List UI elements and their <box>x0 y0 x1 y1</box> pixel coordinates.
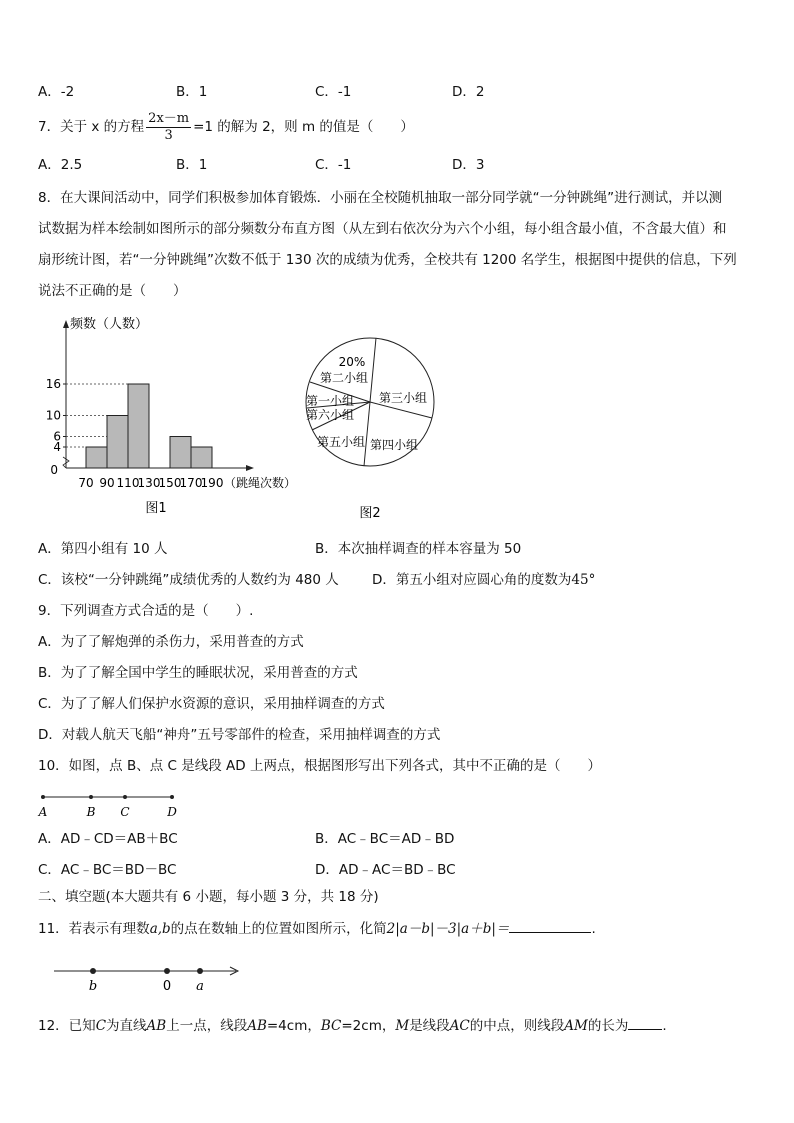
histogram-y-tick-label-16: 16 <box>45 377 61 391</box>
q9-option-a: A．为了了解炮弹的杀伤力，采用普查的方式 <box>38 634 304 650</box>
q12-point-m: M <box>395 1018 410 1034</box>
point-a <box>41 795 45 799</box>
pie-label-group6: 第六小组 <box>305 408 355 422</box>
q12-part-6: 是线段 <box>409 1018 450 1034</box>
histogram-y-tick-label-10: 10 <box>45 408 61 423</box>
histogram-y-tick-label-4: 4 <box>53 440 61 454</box>
histogram-x-tick-label-130: 130 <box>137 476 161 490</box>
q11-mid: 的点在数轴上的位置如图所示，化简 <box>170 921 387 937</box>
point-a-dot <box>197 968 203 974</box>
q7-fraction <box>146 111 191 144</box>
q9-option-b: B．为了了解全国中学生的睡眠状况，采用普查的方式 <box>38 665 358 681</box>
q8-line-2: 试数据为样本绘制如图所示的部分频数分布直方图（从左到右依次分为六个小组，每小组含最小值，不含最大值）和 <box>38 221 727 237</box>
q11-stem <box>38 920 596 938</box>
q10-option-a: A．AD﹣CD＝AB＋BC <box>38 831 178 847</box>
q7-fraction-numerator: 2x－m <box>148 110 190 126</box>
q11-prefix: 11．若表示有理数 <box>38 921 150 937</box>
q12-segment-ab: AB <box>247 1018 267 1034</box>
q12-point-c: C <box>95 1018 107 1034</box>
q12-end: . <box>662 1018 667 1034</box>
q7-prefix: 7．关于 x 的方程 <box>38 119 145 135</box>
histogram-x-tick-label-70: 70 <box>78 476 94 490</box>
histogram-bar-150-170 <box>170 437 191 469</box>
histogram-x-arrow-icon <box>246 465 254 471</box>
q7-option-d: D．3 <box>452 157 485 173</box>
q12-part-7: 的中点，则线段 <box>469 1018 565 1034</box>
point-a-label: A <box>38 805 48 819</box>
q12-segment-bc: BC <box>320 1018 342 1034</box>
point-zero-dot-label: 0 <box>162 979 172 994</box>
q8-option-b: B．本次抽样调查的样本容量为 50 <box>315 541 522 557</box>
q12-part-8: 的长为 <box>587 1018 629 1034</box>
pie-label-group4: 第四小组 <box>369 438 419 452</box>
q8-option-c: C．该校“一分钟跳绳”成绩优秀的人数约为 480 人 <box>38 572 339 588</box>
q7-stem <box>38 110 414 144</box>
histogram-x-tick-label-90: 90 <box>99 476 115 490</box>
histogram-x-tick-label-170: 170 <box>179 476 203 490</box>
q12-stem <box>38 1017 667 1035</box>
q11-number-line <box>50 960 250 996</box>
q8-line-1: 8．在大课间活动中，同学们积极参加体育锻炼．小丽在全校随机抽取一部分同学就“一分钟跳绳”进行测试，并以测 <box>38 190 723 206</box>
histogram-y-tick-label-6: 6 <box>53 429 61 444</box>
point-c <box>123 795 127 799</box>
histogram-x-tick-label-110: 110 <box>116 476 140 490</box>
q8-option-a: A．第四小组有 10 人 <box>38 541 168 557</box>
q6-option-c: C．-1 <box>315 84 352 100</box>
q12-segment-ac: AC <box>449 1018 470 1034</box>
figure1-histogram <box>36 308 316 528</box>
q7-suffix: =1 的解为 2，则 m 的值是（ ） <box>193 119 414 135</box>
point-c-label: C <box>120 805 130 819</box>
histogram-x-label: （跳绳次数） <box>224 476 297 490</box>
q10-option-c: C．AC﹣BC＝BD－BC <box>38 862 177 878</box>
q8-line-4: 说法不正确的是（ ） <box>38 283 187 299</box>
q7-option-c: C．-1 <box>315 157 352 173</box>
q12-part-4: =4cm， <box>266 1018 321 1034</box>
histogram-y-label: 频数（人数） <box>70 317 149 332</box>
pie-label-group2: 第二小组 <box>319 371 369 385</box>
q12-segment-am: AM <box>564 1018 588 1034</box>
point-b-dot <box>90 968 96 974</box>
q8-option-d-text: D．第五小组对应圆心角的度数为 <box>372 572 572 588</box>
section-2-heading: 二、填空题(本大题共有 6 小题，每小题 3 分，共 18 分) <box>38 889 379 905</box>
q9-option-d: D．对载人航天飞船“神舟”五号零部件的检查，采用抽样调查的方式 <box>38 727 441 743</box>
q6-option-d: D．2 <box>452 84 485 100</box>
q10-option-d: D．AD﹣AC＝BD﹣BC <box>315 862 456 878</box>
pie-label-group1: 第一小组 <box>305 394 355 408</box>
q12-answer-blank[interactable] <box>628 1017 662 1030</box>
q6-option-a: A．-2 <box>38 84 75 100</box>
q11-expression: 2|a－b|－3|a＋b|＝ <box>386 921 510 937</box>
point-b <box>89 795 93 799</box>
histogram-x-tick-label-190: 190 <box>200 476 224 490</box>
q11-answer-blank[interactable] <box>509 920 591 933</box>
q7-option-b: B．1 <box>176 157 208 173</box>
q7-option-a: A．2.5 <box>38 157 83 173</box>
histogram-origin-label: 0 <box>50 463 58 477</box>
q6-option-b: B．1 <box>176 84 208 100</box>
q10-stem: 10．如图，点 B、点 C 是线段 AD 上两点，根据图形写出下列各式，其中不正确的是（ ） <box>38 758 601 774</box>
histogram-y-arrow-icon <box>63 320 69 328</box>
point-b-dot-label: b <box>88 979 98 994</box>
figure2-caption: 图2 <box>359 506 381 521</box>
point-b-label: B <box>86 805 96 819</box>
q7-fraction-denominator: 3 <box>164 127 173 143</box>
figure1-caption: 图1 <box>145 501 167 516</box>
point-zero-dot <box>164 968 170 974</box>
point-d <box>170 795 174 799</box>
q12-part-5: =2cm， <box>341 1018 396 1034</box>
q9-option-c: C．为了了解人们保护水资源的意识，采用抽样调查的方式 <box>38 696 385 712</box>
point-a-dot-label: a <box>196 979 204 994</box>
q12-part-3: 上一点，线段 <box>166 1018 248 1034</box>
q12-line-ab: AB <box>146 1018 167 1034</box>
q9-stem: 9．下列调查方式合适的是（ ）. <box>38 603 254 619</box>
histogram-x-tick-label-150: 150 <box>158 476 182 490</box>
pie-label-group5: 第五小组 <box>316 435 366 449</box>
pie-label-group3: 第三小组 <box>378 391 428 405</box>
q8-option-d-value: 45° <box>571 572 596 588</box>
pie-label-percent: 20% <box>338 355 366 369</box>
q8-line-3: 扇形统计图，若“一分钟跳绳”次数不低于 130 次的成绩为优秀，全校共有 1200 名学生，根据图中提供的信息，下列 <box>38 252 737 268</box>
histogram-bar-110-130 <box>128 384 149 468</box>
histogram-bar-70-90 <box>86 447 107 468</box>
q11-end: . <box>591 921 596 937</box>
histogram-bar-170-190 <box>191 447 212 468</box>
q10-segment-figure <box>36 786 186 820</box>
figure2-pie-chart <box>300 330 440 525</box>
q12-part-1: 12．已知 <box>38 1018 96 1034</box>
histogram-bar-90-110 <box>107 416 128 469</box>
q12-part-2: 为直线 <box>106 1018 147 1034</box>
q8-option-d <box>372 571 595 589</box>
q10-option-b: B．AC﹣BC＝AD﹣BD <box>315 831 455 847</box>
q11-vars: a,b <box>149 921 171 937</box>
point-d-label: D <box>167 805 177 819</box>
